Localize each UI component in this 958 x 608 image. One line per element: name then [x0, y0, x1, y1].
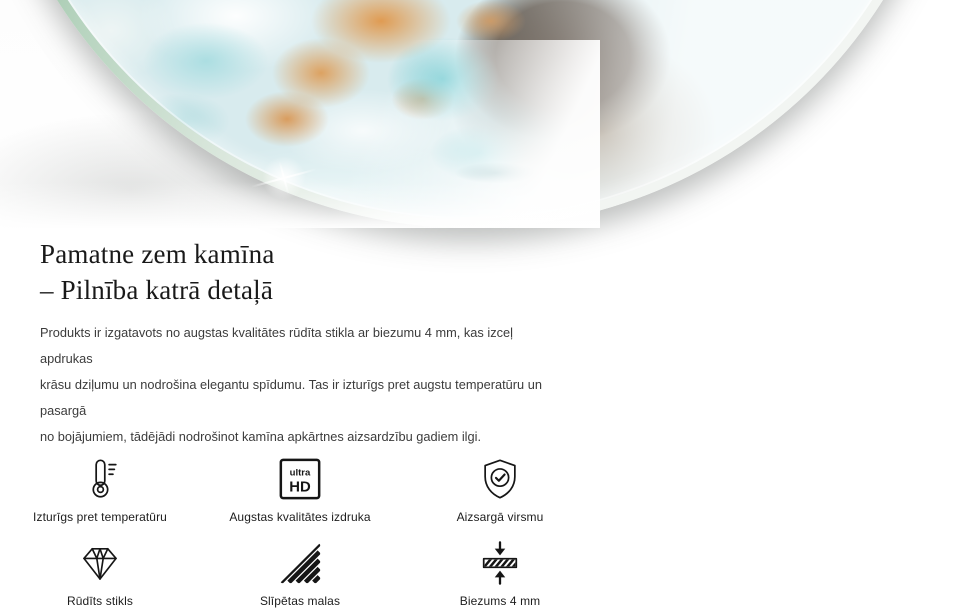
ultra-hd-icon — [277, 456, 323, 502]
page-title-line2: – Pilnība katrā detaļā — [40, 275, 274, 305]
diamond-icon — [78, 540, 122, 586]
feature-item-thickness — [400, 540, 600, 608]
feature-grid — [0, 456, 600, 608]
thermometer-icon — [77, 456, 123, 502]
product-hero — [0, 0, 600, 228]
feature-label: Augstas kvalitātes izdruka — [229, 510, 371, 524]
marble-print — [0, 0, 949, 219]
feature-item-protection — [400, 456, 600, 524]
feature-label: Biezums 4 mm — [459, 594, 541, 608]
page-title-line1: Pamatne zem kamīna — [40, 239, 275, 269]
feature-item-print-quality — [200, 456, 400, 524]
feature-label: Rūdīts stikls — [67, 594, 133, 608]
feature-item-temperature — [0, 456, 200, 524]
feature-label: Slīpētas malas — [259, 594, 341, 608]
feature-label: Izturīgs pret temperatūru — [33, 510, 167, 524]
product-description — [40, 320, 560, 450]
description-line: krāsu dziļumu un nodrošina elegantu spīdumu. Tas ir izturīgs pret augstu temperatūru un pasargā — [40, 377, 542, 418]
glass-disc-image — [0, 0, 958, 228]
ultra-hd-badge-bottom: HD — [289, 479, 311, 496]
thickness-icon — [477, 540, 523, 586]
description-line: no bojājumiem, tādējādi nodrošinot kamīna apkārtnes aizsardzību gadiem ilgi. — [40, 429, 482, 444]
shield-check-icon — [477, 456, 523, 502]
description-line: Produkts ir izgatavots no augstas kvalitātes rūdīta stikla ar biezumu 4 mm, kas izceļ apdrukas — [40, 325, 513, 366]
ultra-hd-badge-top: ultra — [289, 467, 311, 479]
feature-item-tempered-glass — [0, 540, 200, 608]
page-title — [40, 236, 560, 308]
feature-label: Aizsargā virsmu — [456, 510, 544, 524]
beveled-edges-icon — [278, 540, 322, 586]
feature-item-beveled-edges — [200, 540, 400, 608]
